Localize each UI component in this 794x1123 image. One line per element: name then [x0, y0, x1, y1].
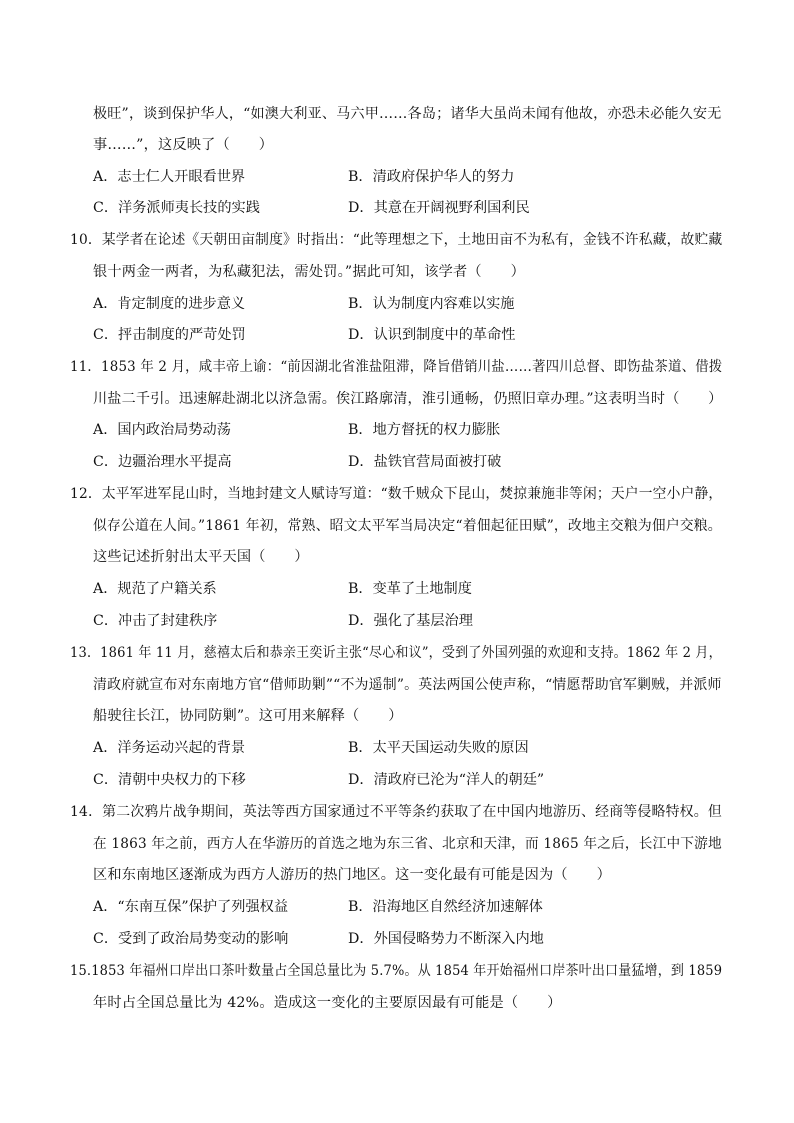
question-14-line-3: 区和东南地区逐渐成为西方人游历的热门地区。这一变化最有可能是因为（ ） [93, 867, 611, 883]
question-9-option-a[interactable]: A．志士仁人开眼看世界 [93, 169, 246, 185]
question-12-option-a[interactable]: A．规范了户籍关系 [93, 581, 217, 597]
question-13-option-a[interactable]: A．洋务运动兴起的背景 [93, 740, 246, 756]
question-10-option-b[interactable]: B．认为制度内容难以实施 [348, 296, 515, 312]
question-14-line-2: 在 1863 年之前，西方人在华游历的首选之地为东三省、北京和天津，而 1865 年之后，长江中下游地 [93, 836, 722, 852]
question-12-line-3: 这些记述折射出太平天国（ ） [93, 549, 309, 565]
question-13-line-3: 船驶往长江，协同防剿”。这可用来解释（ ） [93, 708, 403, 724]
question-13-option-b[interactable]: B．太平天国运动失败的原因 [348, 740, 529, 756]
question-12-line-1: 12．太平军进军昆山时，当地封建文人赋诗写道：“数千贼众下昆山，焚掠兼施非等闲；天户一空小户静， [70, 486, 723, 502]
question-11-option-b[interactable]: B．地方督抚的权力膨胀 [348, 422, 501, 438]
question-9-option-d[interactable]: D．其意在开阔视野利国利民 [348, 200, 530, 216]
question-9-line-2: 事……”，这反映了（ ） [93, 137, 274, 153]
question-15-line-1: 15.1853 年福州口岸出口茶叶数量占全国总量比为 5.7%。从 1854 年开始福州口岸茶叶出口量猛增，到 1859 [70, 963, 723, 979]
question-10-option-c[interactable]: C．抨击制度的严苛处罚 [93, 327, 246, 343]
question-15-line-2: 年时占全国总量比为 42%。造成这一变化的主要原因最有可能是（ ） [93, 995, 562, 1011]
question-14-option-b[interactable]: B．沿海地区自然经济加速解体 [348, 899, 543, 915]
question-11-option-c[interactable]: C．边疆治理水平提高 [93, 454, 232, 470]
question-9-option-b[interactable]: B．清政府保护华人的努力 [348, 169, 515, 185]
question-12-option-b[interactable]: B．变革了土地制度 [348, 581, 472, 597]
question-14-option-d[interactable]: D．外国侵略势力不断深入内地 [348, 931, 544, 947]
question-13-line-2: 清政府就宣布对东南地方官“借师助剿”“不为遥制”。英法两国公使声称，“情愿帮助官军剿贼，并派师 [93, 677, 722, 693]
question-13-option-c[interactable]: C．清朝中央权力的下移 [93, 772, 246, 788]
question-13-option-d[interactable]: D．清政府已沦为“洋人的朝廷” [348, 772, 545, 788]
question-10-line-1: 10．某学者在论述《天朝田亩制度》时指出：“此等理想之下，土地田亩不为私有，金钱不许私藏，故贮藏 [70, 232, 723, 248]
question-14-line-1: 14．第二次鸦片战争期间，英法等西方国家通过不平等条约获取了在中国内地游历、经商等侵略特权。但 [70, 804, 722, 820]
question-14-option-a[interactable]: A．“东南互保”保护了列强权益 [93, 899, 289, 915]
question-11-option-d[interactable]: D．盐铁官营局面被打破 [348, 454, 502, 470]
question-12-option-d[interactable]: D．强化了基层治理 [348, 613, 473, 629]
question-12-line-2: 似存公道在人间。”1861 年初，常熟、昭文太平军当局决定“着佃起征田赋”，改地主交粮为佃户交粮。 [93, 518, 722, 534]
question-9-line-1: 极旺”，谈到保护华人，“如澳大利亚、马六甲……各岛；诸华大虽尚未闻有他故，亦恐未必能久安无 [93, 106, 722, 122]
question-13-line-1: 13．1861 年 11 月，慈禧太后和恭亲王奕䜣主张“尽心和议”，受到了外国列强的欢迎和支持。1862 年 2 月， [70, 645, 722, 661]
question-11-line-1: 11．1853 年 2 月，咸丰帝上谕：“前因湖北省淮盐阻滞，降旨借销川盐……著四川总督、即饬盐茶道、借拨 [70, 359, 723, 375]
question-9-option-c[interactable]: C．洋务派师夷长技的实践 [93, 200, 260, 216]
question-14-option-c[interactable]: C．受到了政治局势变动的影响 [93, 931, 289, 947]
question-10-line-2: 银十两金一两者，为私藏犯法，需处罚。”据此可知，该学者（ ） [93, 264, 525, 280]
question-11-line-2: 川盐二千引。迅速解赴湖北以济急需。俟江路廓清，淮引通畅，仍照旧章办理。”这表明当时（ ） [93, 391, 723, 407]
question-10-option-a[interactable]: A．肯定制度的进步意义 [93, 296, 246, 312]
question-10-option-d[interactable]: D．认识到制度中的革命性 [348, 327, 516, 343]
question-12-option-c[interactable]: C．冲击了封建秩序 [93, 613, 218, 629]
question-11-option-a[interactable]: A．国内政治局势动荡 [93, 422, 231, 438]
